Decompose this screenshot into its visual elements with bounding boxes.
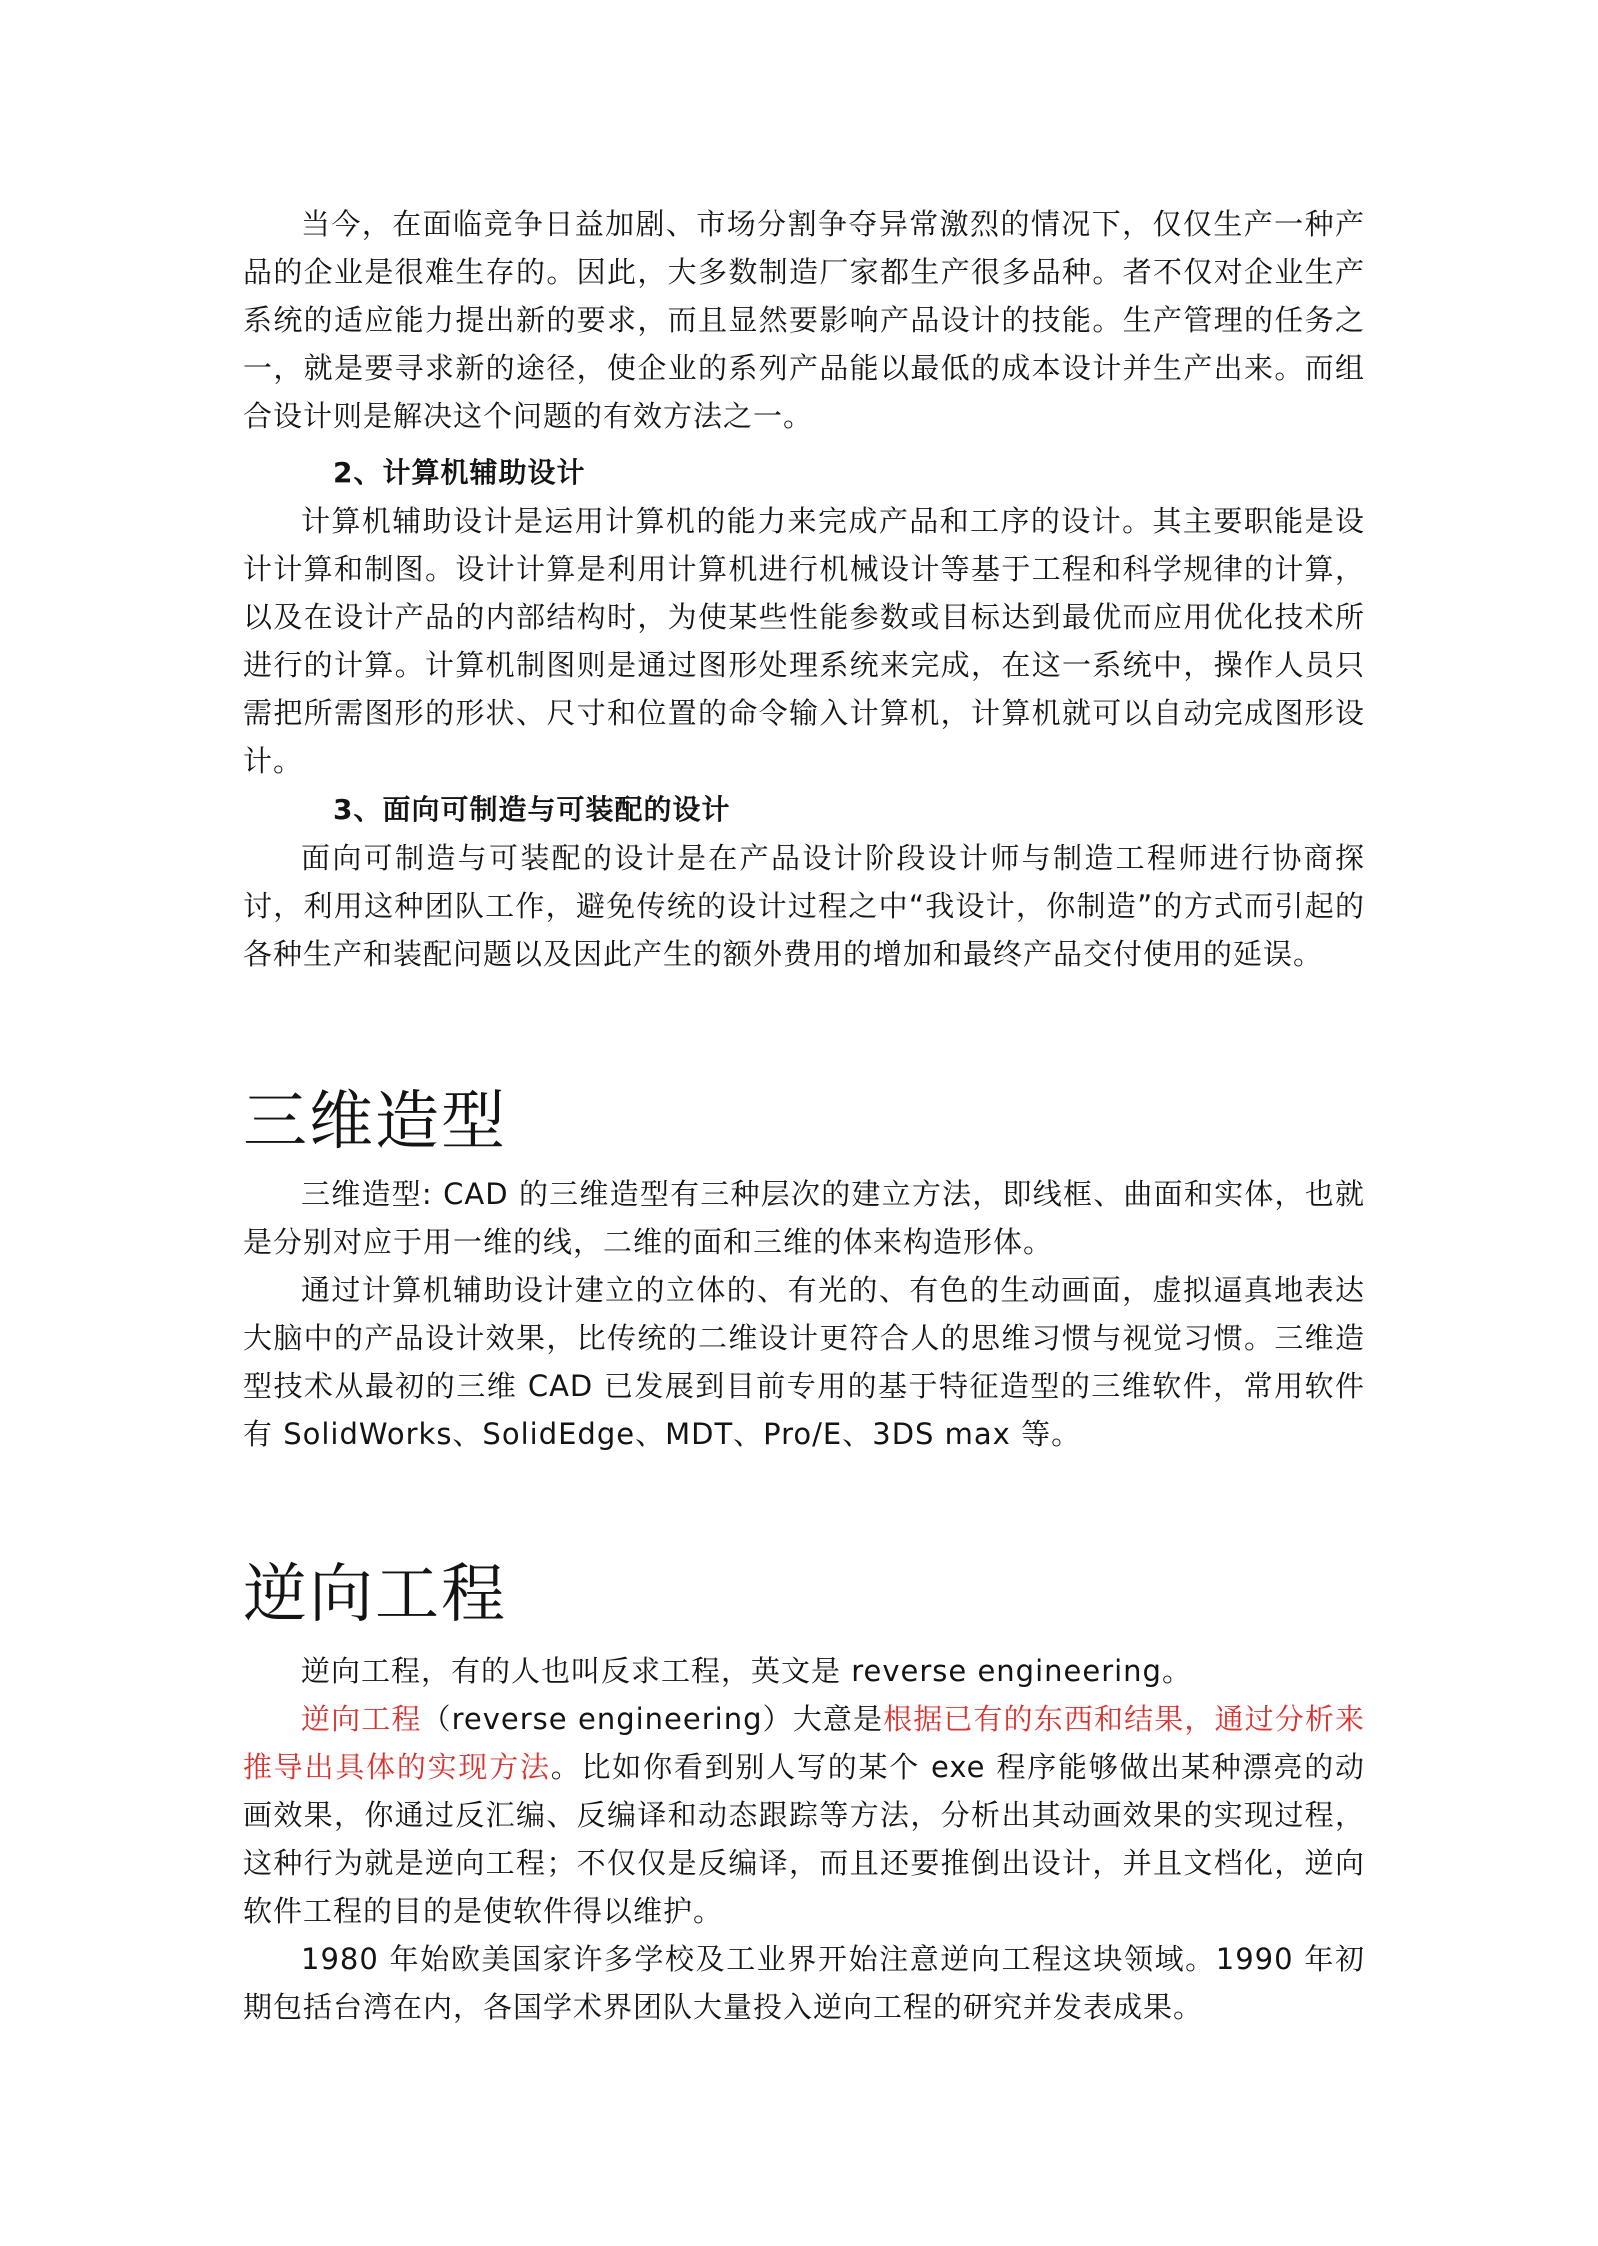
cad-heading: 2、计算机辅助设计 [333,456,586,489]
dfma-heading: 3、面向可制造与可装配的设计 [333,793,731,826]
reverse-term-english: （reverse engineering）大意是 [421,1702,884,1736]
modeling-body [243,1170,1365,1458]
reverse-paragraph-1: 逆向工程，有的人也叫反求工程，英文是 reverse engineering。 [301,1654,1192,1688]
modeling-title: 三维造型 [243,1085,507,1159]
reverse-paragraph-2-rest: 。比如你看到别人写的某个 exe 程序能够做出某种漂亮的动画效果，你通过反汇编、反编译和动态跟踪等方法，分析出其动画效果的实现过程，这种行为就是逆向工程；不仅仅是反编译，而且还要推倒出设计，并且文档化，逆向软件工程的目的是使软件得以维护。 [243,1750,1365,1928]
reverse-body [243,1647,1365,2031]
intro-paragraph: 当今，在面临竞争日益加剧、市场分割争夺异常激烈的情况下，仅仅生产一种产品的企业是很难生存的。因此，大多数制造厂家都生产很多品种。者不仅对企业生产系统的适应能力提出新的要求，而且显然要影响产品设计的技能。生产管理的任务之一，就是要寻求新的途径，使企业的系列产品能以最低的成本设计并生产出来。而组合设计则是解决这个问题的有效方法之一。 [243,207,1365,433]
reverse-title: 逆向工程 [243,1558,507,1632]
cad-block [243,449,1365,785]
reverse-paragraph-3: 1980 年始欧美国家许多学校及工业界开始注意逆向工程这块领域。1990 年初期包括台湾在内，各国学术界团队大量投入逆向工程的研究并发表成果。 [243,1942,1365,2024]
dfma-block [243,786,1365,978]
cad-paragraph: 计算机辅助设计是运用计算机的能力来完成产品和工序的设计。其主要职能是设计计算和制图。设计计算是利用计算机进行机械设计等基于工程和科学规律的计算，以及在设计产品的内部结构时，为使某些性能参数或目标达到最优而应用优化技术所进行的计算。计算机制图则是通过图形处理系统来完成，在这一系统中，操作人员只需把所需图形的形状、尺寸和位置的命令输入计算机，计算机就可以自动完成图形设计。 [243,504,1365,778]
reverse-paragraph-2 [243,1695,1365,1935]
reverse-section [243,1555,1365,1635]
modeling-paragraph-1: 三维造型: CAD 的三维造型有三种层次的建立方法，即线框、曲面和实体，也就是分别对应于用一维的线，二维的面和三维的体来构造形体。 [243,1177,1365,1259]
modeling-section [243,1082,1365,1162]
modeling-paragraph-2: 通过计算机辅助设计建立的立体的、有光的、有色的生动画面，虚拟逼真地表达大脑中的产品设计效果，比传统的二维设计更符合人的思维习惯与视觉习惯。三维造型技术从最初的三维 CAD 已发展到目前专用的基于特征造型的三维软件，常用软件有 SolidWorks、SolidEdge、MDT、Pro/E、3DS max 等。 [243,1273,1365,1451]
intro-block [243,200,1365,440]
reverse-definition-highlight: 根据已有的东西和结果，通过分析来推导出具体的实现方法 [243,1702,1365,1784]
dfma-paragraph: 面向可制造与可装配的设计是在产品设计阶段设计师与制造工程师进行协商探讨，利用这种团队工作，避免传统的设计过程之中“我设计，你制造”的方式而引起的各种生产和装配问题以及因此产生的额外费用的增加和最终产品交付使用的延误。 [243,841,1365,971]
reverse-term-highlight: 逆向工程 [301,1702,422,1736]
